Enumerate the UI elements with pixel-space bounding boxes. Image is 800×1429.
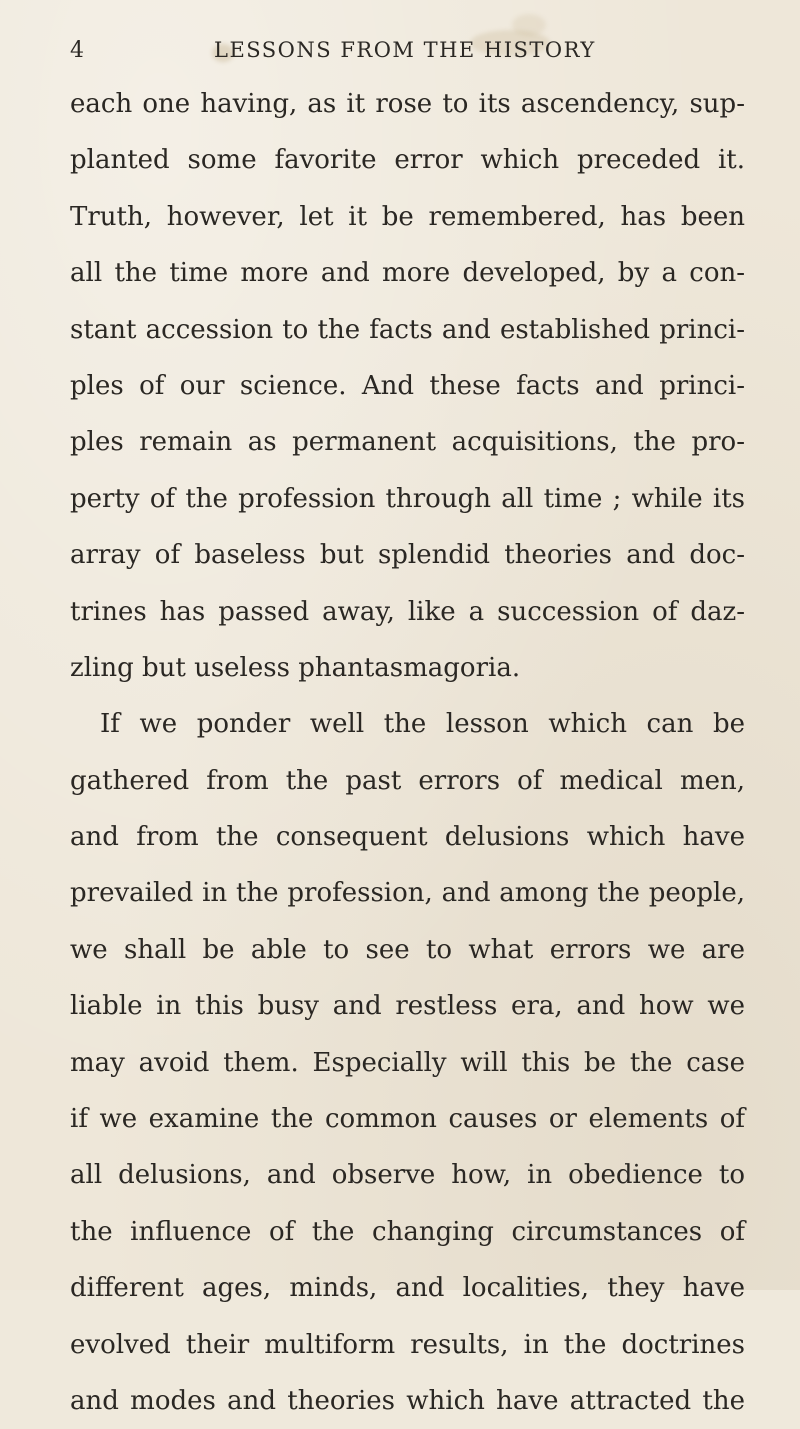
text-line: Truth, however, let it be remembered, has been — [70, 201, 745, 232]
text-line: gathered from the past errors of medical men, — [70, 765, 745, 796]
text-line: may avoid them. Especially will this be the case — [70, 1047, 745, 1078]
text-line: planted some favorite error which preceded it. — [70, 145, 745, 176]
page-stain — [512, 14, 546, 36]
text-line: trines has passed away, like a succession of daz- — [70, 596, 745, 627]
paragraph-end-line: zling but useless phantasmagoria. — [70, 652, 521, 683]
text-line: perty of the profession through all time ; while its — [70, 483, 745, 514]
text-line: ples of our science. And these facts and princi- — [70, 370, 745, 401]
running-head-title: LESSONS FROM THE HISTORY — [214, 38, 596, 62]
text-line: if we examine the common causes or elements of — [70, 1104, 745, 1135]
text-line: liable in this busy and restless era, and how we — [70, 991, 745, 1022]
text-line: all the time more and more developed, by a con- — [70, 258, 745, 289]
running-head — [0, 38, 800, 72]
text-line: different ages, minds, and localities, they have — [70, 1273, 745, 1304]
paragraph-start-line: If we ponder well the lesson which can be — [100, 709, 745, 740]
text-line: and modes and theories which have attracted the — [70, 1385, 745, 1416]
text-line: the influence of the changing circumstances of — [70, 1216, 745, 1247]
text-line: array of baseless but splendid theories and doc- — [70, 540, 745, 571]
text-line: all delusions, and observe how, in obedience to — [70, 1160, 745, 1191]
text-line: each one having, as it rose to its ascendency, sup- — [70, 89, 745, 119]
text-line: we shall be able to see to what errors we are — [70, 934, 745, 965]
body-text — [70, 76, 745, 1429]
text-line: and from the consequent delusions which have — [70, 822, 745, 853]
text-line: ples remain as permanent acquisitions, the pro- — [70, 427, 745, 458]
page-number: 4 — [70, 38, 84, 63]
text-line: evolved their multiform results, in the doctrines — [70, 1329, 745, 1360]
text-line: prevailed in the profession, and among the people, — [70, 878, 745, 909]
text-line: stant accession to the facts and established princi- — [70, 314, 745, 345]
